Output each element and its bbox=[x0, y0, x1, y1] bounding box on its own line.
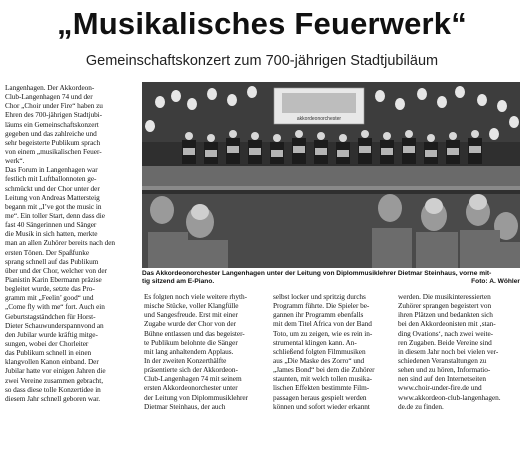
text-line: zwei Vereine zusammen gebracht, bbox=[5, 375, 103, 385]
text-line: sehr begeisterte Publikum sprach bbox=[5, 137, 101, 147]
orchestra-banner bbox=[274, 88, 364, 124]
text-line: selbst locker und spritzig durchs bbox=[273, 292, 366, 301]
text-line: „James Bond“ bei dem die Zuhörer bbox=[273, 365, 375, 375]
text-line: gegeben und das zahlreiche und bbox=[5, 128, 97, 138]
text-line: lischen Effekten bestimmte Film- bbox=[273, 383, 370, 393]
headline: „Musikalisches Feuerwerk“ bbox=[57, 6, 467, 41]
text-line: mische Stücke, voller Klangfülle bbox=[144, 301, 239, 311]
text-line: in diesem Jahr noch bei vielen ver- bbox=[398, 346, 499, 356]
text-line: me“. Ein toller Start, denn dass die bbox=[5, 210, 105, 220]
caption-line-1: Das Akkordeonorchester Langenhagen unter der Leitung von Diplommusiklehrer Dietmar Steinhaus, vorne mit- bbox=[142, 270, 492, 277]
text-line: Pianistin Karin Ebermann präzise bbox=[5, 274, 102, 284]
photo-credit: Foto: A. Wöhler bbox=[471, 278, 520, 286]
text-line: werk“. bbox=[5, 156, 25, 166]
text-line: „Come fly with me“ fort. Auch ein bbox=[5, 302, 105, 312]
text-line: Jubilar hatte vor einigen Jahren die bbox=[5, 366, 106, 376]
text-line: Club-Langenhagen 74 mit seinem bbox=[144, 374, 242, 384]
text-line: diesem Jahr schnell geboren war. bbox=[5, 393, 101, 403]
text-line: Chor „Choir under Fire“ haben zu bbox=[5, 101, 103, 111]
photo-caption bbox=[142, 270, 520, 286]
text-line: fast 40 Sängerinnen und Sänger bbox=[5, 220, 97, 230]
text-line: Ehren des 700-jährigen Stadtjubi- bbox=[5, 110, 103, 120]
text-line: Dieter Schauwunderspannvond an bbox=[5, 320, 104, 330]
text-line: Dietmar Steinhaus, der auch bbox=[144, 401, 226, 411]
text-line: von einem „musikalischen Feuer- bbox=[5, 146, 102, 156]
article-column-4 bbox=[398, 292, 522, 411]
text-line: so dass diese tolle Konzertidee in bbox=[5, 384, 101, 394]
text-line: staunten, mit welch tollen musika- bbox=[273, 374, 373, 384]
text-line: Leitung von Andreas Mattersteig bbox=[5, 192, 100, 202]
text-line: werden. Die musikinteressierten bbox=[398, 292, 491, 301]
text-line: Bühne entlassen und das begeister- bbox=[144, 328, 245, 338]
text-line: gannen ihr Programm ebenfalls bbox=[273, 310, 364, 320]
caption-line-2-text: tig sitzend am E-Piano. bbox=[142, 278, 215, 286]
text-line: mit dem Titel Africa von der Band bbox=[273, 319, 372, 329]
text-line: schiedenen Veranstaltungen zu bbox=[398, 355, 487, 365]
text-line: www.akkordeon-club-langenhagen. bbox=[398, 392, 501, 402]
text-line: ren Zugaben. Beide Vereine sind bbox=[398, 337, 492, 347]
text-line: nen sind auf den Internetseiten bbox=[398, 374, 487, 384]
text-line: der Leitung von Diplommusiklehrer bbox=[144, 392, 248, 402]
text-line: ersten Akkordeonorchester unter bbox=[144, 383, 238, 393]
text-line: begleitet wurde, setzte das Pro- bbox=[5, 284, 95, 294]
text-line: ersten Tönen. Der Spaßfunke bbox=[5, 247, 90, 257]
text-line: festlich mit Luftballonnoten ge- bbox=[5, 174, 97, 184]
text-line: Club-Langenhagen 74 und der bbox=[5, 92, 93, 102]
text-line: gramm mit „Feelin’ good“ und bbox=[5, 293, 94, 303]
text-line: begann mit „I’ve got the music in bbox=[5, 201, 102, 211]
text-line: Es folgten noch viele weitere rhyth- bbox=[144, 292, 247, 301]
text-line: sungen, wobei der Chorleiter bbox=[5, 338, 89, 348]
text-line: Langenhagen. Der Akkordeon- bbox=[5, 83, 95, 92]
text-line: Geburtstagständchen für Horst- bbox=[5, 311, 96, 321]
text-line: und Sangesfreude. Erst mit einer bbox=[144, 310, 238, 320]
caption-line-2 bbox=[142, 278, 520, 286]
text-line: die Musik in sich hatten, merkte bbox=[5, 229, 98, 239]
text-line: ding Ovations‘, nach zwei weite- bbox=[398, 328, 494, 338]
article-column-1 bbox=[5, 83, 137, 403]
text-line: www.choir-under-fire.de und bbox=[398, 383, 482, 393]
text-line: In der zweiten Konzerthälfte bbox=[144, 355, 227, 365]
text-line: schließend folgten Filmmusiken bbox=[273, 346, 366, 356]
text-line: über und der Chor, welcher von der bbox=[5, 265, 107, 275]
text-line: Programm führte. Die Spieler be- bbox=[273, 301, 370, 311]
text-line: schmückt und der Chor unter der bbox=[5, 183, 100, 193]
text-line: können und sofort wieder erkannt bbox=[273, 401, 370, 411]
text-line: Zugabe wurde der Chor von der bbox=[144, 319, 236, 329]
text-line: bei den Akkordeonisten mit ‚stan- bbox=[398, 319, 496, 329]
text-line: aus „Die Maske des Zorro“ und bbox=[273, 355, 365, 365]
text-line: präsentierte sich der Akkordeon- bbox=[144, 365, 238, 375]
text-line: Zuhörer sprangen begeistert von bbox=[398, 301, 492, 311]
text-line: das Publikum schnell in einen bbox=[5, 348, 92, 358]
text-line: Das Forum in Langenhagen war bbox=[5, 165, 98, 175]
article-column-3 bbox=[273, 292, 395, 411]
text-line: Toto, um zu zeigen, wie es rein in- bbox=[273, 328, 373, 338]
text-line: passagen heraus gespielt werden bbox=[273, 392, 367, 402]
text-line: läums ein Gemeinschaftskonzert bbox=[5, 119, 99, 129]
text-line: strumental klingen kann. An- bbox=[273, 337, 357, 347]
text-line: de.de zu finden. bbox=[398, 401, 444, 411]
text-line: mit lang anhaltendem Applaus. bbox=[144, 346, 234, 356]
text-line: ihren Plätzen und bedankten sich bbox=[398, 310, 493, 320]
banner-text: akkordeonorchester bbox=[296, 116, 342, 122]
concert-photo bbox=[142, 82, 520, 268]
text-line: te Publikum belohnte die Sänger bbox=[144, 337, 238, 347]
text-line: klangvollen Kanon einband. Der bbox=[5, 357, 99, 367]
article-column-2 bbox=[144, 292, 266, 411]
text-line: sehen und zu hören, Informatio- bbox=[398, 365, 491, 375]
text-line: man an allen Zuhörer bereits nach den bbox=[5, 238, 115, 248]
subtitle: Gemeinschaftskonzert zum 700-jährigen Stadtjubiläum bbox=[85, 53, 439, 69]
text-line: den Jubilar wurde kräftig mitge- bbox=[5, 329, 98, 339]
text-line: sprang schnell auf das Publikum bbox=[5, 256, 99, 266]
audience bbox=[142, 194, 520, 268]
